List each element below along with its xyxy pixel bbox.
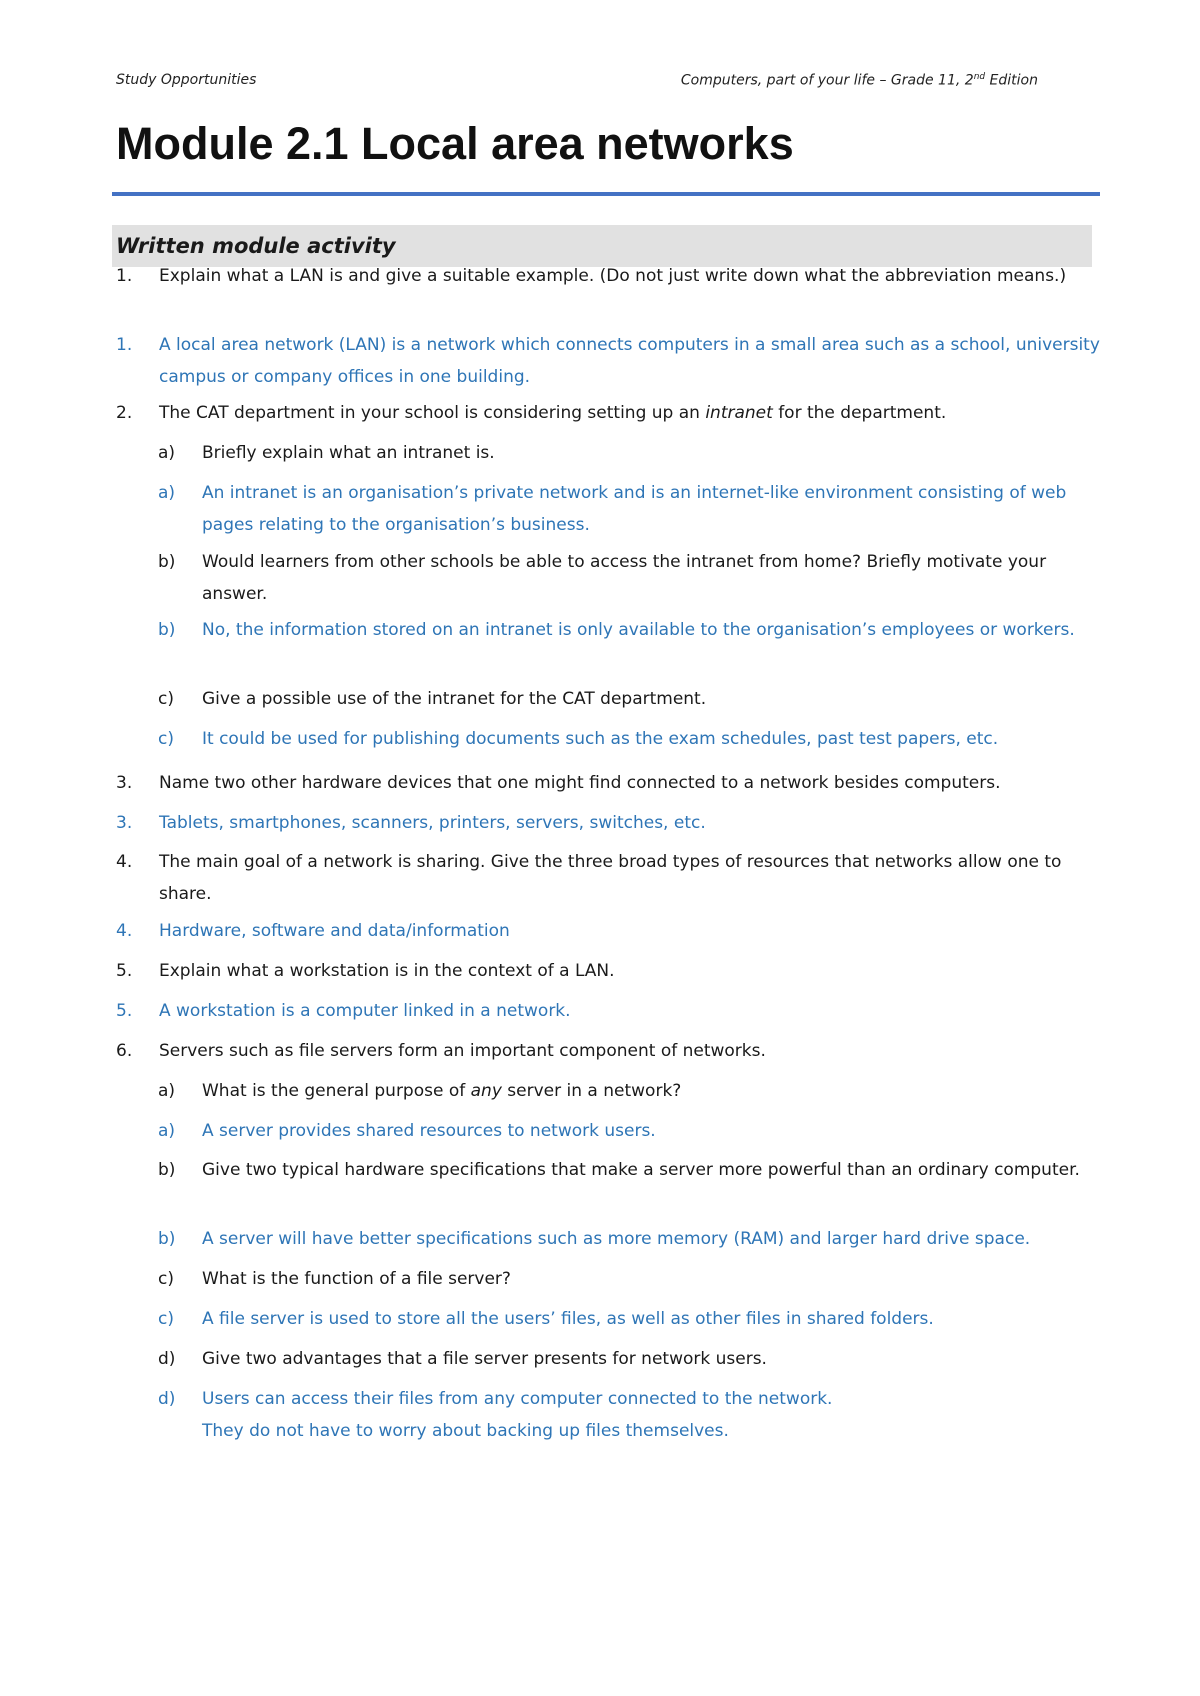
answer-letter: c) — [158, 729, 174, 749]
running-header-left: Study Opportunities — [116, 72, 257, 88]
answer-4 — [116, 915, 1100, 947]
question-6c — [158, 1263, 1100, 1295]
answer-line: Users can access their files from any computer connected to the network. — [202, 1389, 833, 1409]
question-3 — [116, 767, 1100, 799]
answer-text: An intranet is an organisation’s private network and is an internet-like environment consisting of web pages relating to the organisation’s business. — [202, 483, 1067, 535]
section-heading: Written module activity — [112, 225, 1092, 267]
question-6b — [158, 1154, 1100, 1186]
answer-text: Tablets, smartphones, scanners, printers, servers, switches, etc. — [159, 813, 706, 833]
subquestion-letter: b) — [158, 552, 176, 572]
subquestion-text: Would learners from other schools be able to access the intranet from home? Briefly motivate your answer. — [202, 552, 1047, 604]
header-edition-tail: Edition — [985, 72, 1038, 89]
question-text-part: The CAT department in your school is considering setting up an — [159, 403, 706, 423]
title-underline-rule — [112, 192, 1100, 196]
question-2 — [116, 397, 1100, 429]
question-number: 6. — [116, 1041, 133, 1061]
subquestion-text: Give a possible use of the intranet for the CAT department. — [202, 689, 707, 709]
answer-number: 5. — [116, 1001, 133, 1021]
answer-6b — [158, 1223, 1100, 1255]
question-text: Servers such as file servers form an important component of networks. — [159, 1041, 766, 1061]
answer-letter: d) — [158, 1389, 176, 1409]
question-number: 5. — [116, 961, 133, 981]
header-edition-superscript: nd — [973, 72, 986, 82]
question-text-emphasis: intranet — [705, 403, 773, 423]
question-number: 2. — [116, 403, 133, 423]
page-title: Module 2.1 Local area networks — [116, 118, 794, 169]
question-4 — [116, 846, 1100, 910]
question-number: 1. — [116, 266, 133, 286]
subquestion-text: Give two typical hardware specifications that make a server more powerful than an ordinary computer. — [202, 1160, 1080, 1180]
question-1 — [116, 260, 1100, 292]
question-6 — [116, 1035, 1100, 1067]
question-text: Name two other hardware devices that one might find connected to a network besides computers. — [159, 773, 1001, 793]
running-header-right — [681, 72, 1038, 89]
subquestion-text: What is the function of a file server? — [202, 1269, 511, 1289]
question-text: Explain what a workstation is in the context of a LAN. — [159, 961, 615, 981]
subquestion-text: Briefly explain what an intranet is. — [202, 443, 495, 463]
answer-text: A server will have better specifications such as more memory (RAM) and larger hard drive space. — [202, 1229, 1031, 1249]
question-text: The main goal of a network is sharing. Give the three broad types of resources that networks allow one to share. — [159, 852, 1062, 904]
question-text — [159, 397, 1100, 429]
answer-5 — [116, 995, 1100, 1027]
question-number: 4. — [116, 852, 133, 872]
subquestion-text: Give two advantages that a file server presents for network users. — [202, 1349, 767, 1369]
answer-2b — [158, 614, 1100, 646]
answer-2a — [158, 477, 1100, 541]
answer-6a — [158, 1115, 1100, 1147]
answer-letter: a) — [158, 483, 176, 503]
answer-text: It could be used for publishing documents such as the exam schedules, past test papers, etc. — [202, 729, 999, 749]
answer-text: A server provides shared resources to network users. — [202, 1121, 656, 1141]
subquestion-letter: c) — [158, 689, 174, 709]
question-5 — [116, 955, 1100, 987]
subquestion-letter: a) — [158, 1081, 176, 1101]
subquestion-letter: a) — [158, 443, 176, 463]
answer-6d — [158, 1383, 1100, 1447]
question-2c — [158, 683, 1100, 715]
answer-3 — [116, 807, 1100, 839]
question-2b — [158, 546, 1100, 610]
subquestion-text-emphasis: any — [470, 1081, 502, 1101]
answer-letter: c) — [158, 1309, 174, 1329]
question-6a — [158, 1075, 1100, 1107]
header-edition-text: Computers, part of your life – Grade 11, 2 — [680, 72, 974, 89]
answer-number: 4. — [116, 921, 133, 941]
answer-1 — [116, 329, 1100, 393]
subquestion-letter: c) — [158, 1269, 174, 1289]
question-text-part: for the department. — [772, 403, 947, 423]
answer-letter: b) — [158, 1229, 176, 1249]
answer-text: No, the information stored on an intranet is only available to the organisation’s employees or workers. — [202, 620, 1075, 640]
answer-text: A file server is used to store all the users’ files, as well as other files in shared folders. — [202, 1309, 934, 1329]
answer-text: Hardware, software and data/information — [159, 921, 510, 941]
subquestion-letter: b) — [158, 1160, 176, 1180]
subquestion-letter: d) — [158, 1349, 176, 1369]
answer-text: A local area network (LAN) is a network which connects computers in a small area such as a school, university campus or company offices in one building. — [159, 335, 1100, 387]
answer-number: 1. — [116, 335, 133, 355]
answer-letter: b) — [158, 620, 176, 640]
question-text: Explain what a LAN is and give a suitable example. (Do not just write down what the abbreviation means.) — [159, 266, 1067, 286]
answer-line: They do not have to worry about backing up files themselves. — [202, 1421, 729, 1441]
answer-text — [202, 1383, 1100, 1447]
answer-number: 3. — [116, 813, 133, 833]
subquestion-text — [202, 1075, 1100, 1107]
question-2a — [158, 437, 1100, 469]
answer-2c — [158, 723, 1100, 755]
question-6d — [158, 1343, 1100, 1375]
subquestion-text-part: server in a network? — [501, 1081, 682, 1101]
answer-text: A workstation is a computer linked in a network. — [159, 1001, 571, 1021]
answer-letter: a) — [158, 1121, 176, 1141]
question-number: 3. — [116, 773, 133, 793]
subquestion-text-part: What is the general purpose of — [202, 1081, 471, 1101]
answer-6c — [158, 1303, 1100, 1335]
